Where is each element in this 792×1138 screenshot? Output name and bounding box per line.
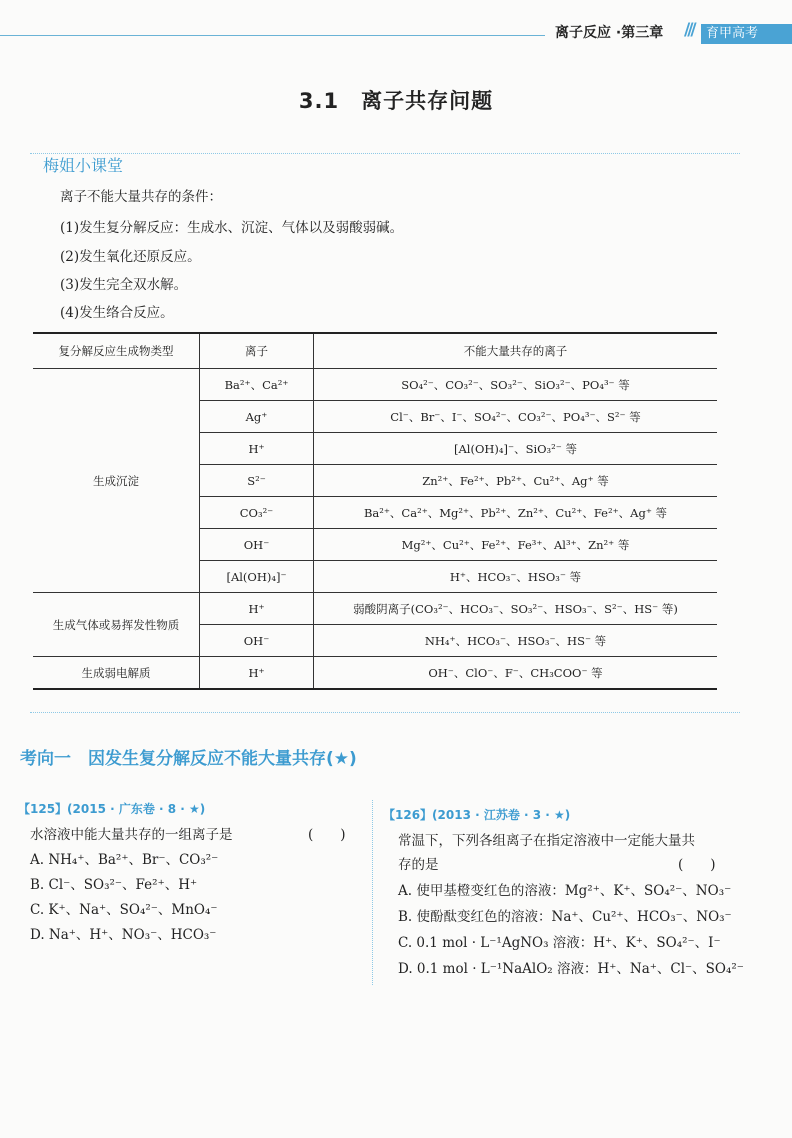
q126-option-c: C. 0.1 mol · L⁻¹AgNO₃ 溶液：H⁺、K⁺、SO₄²⁻、I⁻ bbox=[398, 935, 721, 951]
ion-cell: H⁺ bbox=[200, 657, 314, 690]
ion-cell: CO₃²⁻ bbox=[200, 497, 314, 529]
incompatible-cell: H⁺、HCO₃⁻、HSO₃⁻ 等 bbox=[314, 561, 718, 593]
header-rule bbox=[0, 35, 545, 36]
q126-option-d: D. 0.1 mol · L⁻¹NaAlO₂ 溶液：H⁺、Na⁺、Cl⁻、SO₄²⁻ bbox=[398, 961, 744, 977]
chapter-header: 离子反应 ·第三章 bbox=[555, 25, 664, 41]
intro-line: (4)发生络合反应。 bbox=[60, 305, 174, 321]
q126-stem: 存的是 bbox=[398, 857, 439, 873]
table-row bbox=[33, 593, 717, 625]
q125-option-b: B. Cl⁻、SO₃²⁻、Fe²⁺、H⁺ bbox=[30, 877, 198, 893]
header-tag: 育甲高考 bbox=[701, 24, 792, 44]
header-slashes: /// bbox=[684, 20, 694, 40]
kaoxiang-title: 考向一 因发生复分解反应不能大量共存(★) bbox=[20, 749, 357, 769]
intro-line: (2)发生氧化还原反应。 bbox=[60, 249, 201, 265]
ion-cell: Ag⁺ bbox=[200, 401, 314, 433]
section-label: 梅姐小课堂 bbox=[43, 156, 124, 175]
ion-cell: [Al(OH)₄]⁻ bbox=[200, 561, 314, 593]
q125-stem: 水溶液中能大量共存的一组离子是 bbox=[30, 827, 233, 843]
intro-line: (1)发生复分解反应：生成水、沉淀、气体以及弱酸弱碱。 bbox=[60, 220, 404, 236]
q125-tag: 【125】(2015 · 广东卷 · 8 · ★) bbox=[18, 802, 206, 816]
q126-stem: 常温下，下列各组离子在指定溶液中一定能大量共 bbox=[398, 833, 695, 849]
table-header-row bbox=[33, 333, 717, 369]
column-divider bbox=[372, 800, 373, 985]
ion-cell: OH⁻ bbox=[200, 529, 314, 561]
intro-line: (3)发生完全双水解。 bbox=[60, 277, 188, 293]
incompatible-cell: [Al(OH)₄]⁻、SiO₃²⁻ 等 bbox=[314, 433, 718, 465]
ion-cell: H⁺ bbox=[200, 433, 314, 465]
incompatible-cell: OH⁻、ClO⁻、F⁻、CH₃COO⁻ 等 bbox=[314, 657, 718, 690]
type-cell: 生成沉淀 bbox=[33, 369, 200, 593]
q125-option-c: C. K⁺、Na⁺、SO₄²⁻、MnO₄⁻ bbox=[30, 902, 218, 918]
incompatible-cell: Cl⁻、Br⁻、I⁻、SO₄²⁻、CO₃²⁻、PO₄³⁻、S²⁻ 等 bbox=[314, 401, 718, 433]
ion-cell: OH⁻ bbox=[200, 625, 314, 657]
page-title: 3.1 离子共存问题 bbox=[298, 89, 494, 113]
q126-option-a: A. 使甲基橙变红色的溶液：Mg²⁺、K⁺、SO₄²⁻、NO₃⁻ bbox=[398, 883, 732, 899]
table-header-cell: 离子 bbox=[200, 333, 314, 369]
q125-blank: ( ) bbox=[308, 827, 346, 843]
q125-option-a: A. NH₄⁺、Ba²⁺、Br⁻、CO₃²⁻ bbox=[30, 852, 219, 868]
incompatible-cell: SO₄²⁻、CO₃²⁻、SO₃²⁻、SiO₃²⁻、PO₄³⁻ 等 bbox=[314, 369, 718, 401]
type-cell: 生成气体或易挥发性物质 bbox=[33, 593, 200, 657]
dotted-divider bbox=[30, 712, 740, 713]
type-cell: 生成弱电解质 bbox=[33, 657, 200, 690]
q126-option-b: B. 使酚酞变红色的溶液：Na⁺、Cu²⁺、HCO₃⁻、NO₃⁻ bbox=[398, 909, 732, 925]
ion-cell: Ba²⁺、Ca²⁺ bbox=[200, 369, 314, 401]
incompatible-cell: NH₄⁺、HCO₃⁻、HSO₃⁻、HS⁻ 等 bbox=[314, 625, 718, 657]
table-row bbox=[33, 657, 717, 690]
ion-cell: S²⁻ bbox=[200, 465, 314, 497]
q126-blank: ( ) bbox=[678, 857, 716, 873]
table-row bbox=[33, 369, 717, 401]
incompatible-cell: Zn²⁺、Fe²⁺、Pb²⁺、Cu²⁺、Ag⁺ 等 bbox=[314, 465, 718, 497]
ion-table bbox=[33, 332, 717, 690]
incompatible-cell: Mg²⁺、Cu²⁺、Fe²⁺、Fe³⁺、Al³⁺、Zn²⁺ 等 bbox=[314, 529, 718, 561]
incompatible-cell: Ba²⁺、Ca²⁺、Mg²⁺、Pb²⁺、Zn²⁺、Cu²⁺、Fe²⁺、Ag⁺ 等 bbox=[314, 497, 718, 529]
table-header-cell: 不能大量共存的离子 bbox=[314, 333, 718, 369]
dotted-divider bbox=[30, 153, 740, 154]
incompatible-cell: 弱酸阴离子(CO₃²⁻、HCO₃⁻、SO₃²⁻、HSO₃⁻、S²⁻、HS⁻ 等) bbox=[314, 593, 718, 625]
intro-line: 离子不能大量共存的条件： bbox=[60, 189, 222, 205]
q126-tag: 【126】(2013 · 江苏卷 · 3 · ★) bbox=[383, 808, 571, 822]
table-header-cell: 复分解反应生成物类型 bbox=[33, 333, 200, 369]
ion-cell: H⁺ bbox=[200, 593, 314, 625]
q125-option-d: D. Na⁺、H⁺、NO₃⁻、HCO₃⁻ bbox=[30, 927, 217, 943]
